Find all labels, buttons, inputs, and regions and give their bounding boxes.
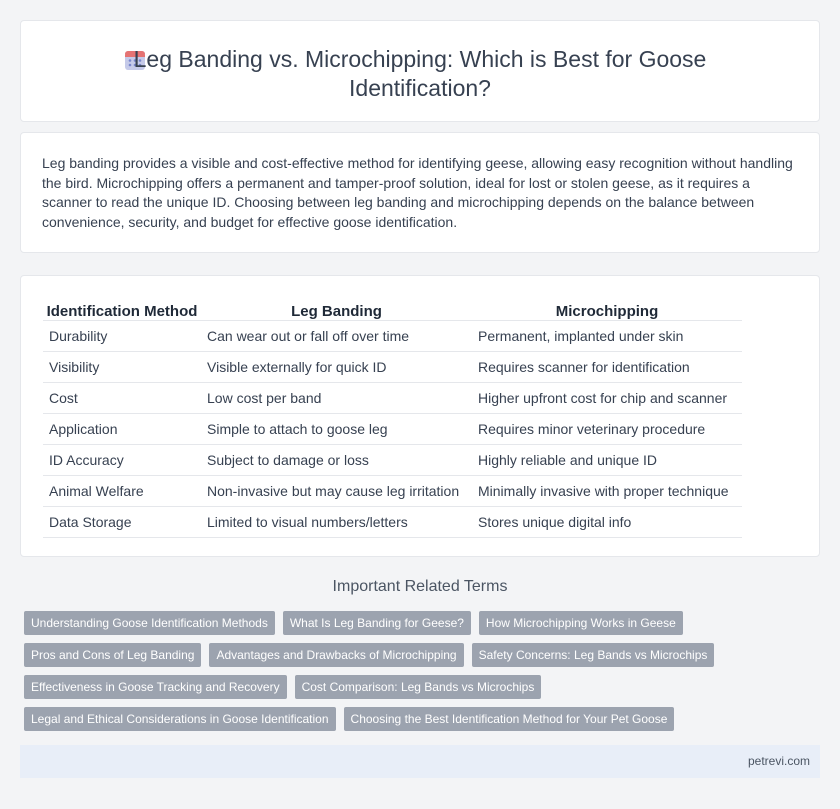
related-tags-row xyxy=(24,675,541,699)
leg-banding-cell: Non-invasive but may cause leg irritation xyxy=(201,475,472,506)
comparison-table xyxy=(43,296,742,538)
related-tag[interactable]: What Is Leg Banding for Geese? xyxy=(283,611,471,635)
leg-banding-cell: Visible externally for quick ID xyxy=(201,351,472,382)
related-tag[interactable]: Legal and Ethical Considerations in Goose Identification xyxy=(24,707,336,731)
footer-site-name: petrevi.com xyxy=(747,754,810,768)
related-tag[interactable]: Understanding Goose Identification Methods xyxy=(24,611,275,635)
related-tag[interactable]: Cost Comparison: Leg Bands vs Microchips xyxy=(295,675,542,699)
microchipping-cell: Requires scanner for identification xyxy=(472,351,742,382)
comparison-table-card xyxy=(20,275,820,557)
intro-card xyxy=(20,132,820,253)
table-row xyxy=(43,351,742,382)
related-tag[interactable]: Effectiveness in Goose Tracking and Recovery xyxy=(24,675,287,699)
related-tag[interactable]: How Microchipping Works in Geese xyxy=(479,611,683,635)
row-label: Cost xyxy=(43,382,201,413)
page-title: Leg Banding vs. Microchipping: Which is Best for Goose Identification? xyxy=(133,46,707,101)
related-tag[interactable]: Advantages and Drawbacks of Microchipping xyxy=(209,643,463,667)
related-tags-row xyxy=(24,643,714,667)
related-tag[interactable]: Safety Concerns: Leg Bands vs Microchips xyxy=(472,643,715,667)
row-label: ID Accuracy xyxy=(43,444,201,475)
row-label: Durability xyxy=(43,320,201,351)
microchipping-cell: Minimally invasive with proper technique xyxy=(472,475,742,506)
table-header-row xyxy=(43,296,742,320)
leg-banding-cell: Simple to attach to goose leg xyxy=(201,413,472,444)
header-card xyxy=(20,20,820,122)
table-row xyxy=(43,413,742,444)
row-label: Data Storage xyxy=(43,506,201,537)
row-label: Animal Welfare xyxy=(43,475,201,506)
intro-paragraph: Leg banding provides a visible and cost-effective method for identifying geese, allowing easy recognition without handling the bird. Microchipping offers a permanent and tamper-proof solution, ideal for lost or stolen geese, as it requires a scanner to read the unique ID. Choosing between leg banding and microchipping depends on the balance between convenience, security, and budget for effective goose identification. xyxy=(42,155,793,230)
leg-banding-cell: Low cost per band xyxy=(201,382,472,413)
related-tags-row xyxy=(24,611,683,635)
leg-banding-cell: Limited to visual numbers/letters xyxy=(201,506,472,537)
table-row xyxy=(43,475,742,506)
row-label: Application xyxy=(43,413,201,444)
column-header-microchipping: Microchipping xyxy=(472,296,742,320)
microchipping-cell: Stores unique digital info xyxy=(472,506,742,537)
table-row xyxy=(43,382,742,413)
microchipping-cell: Highly reliable and unique ID xyxy=(472,444,742,475)
microchipping-cell: Permanent, implanted under skin xyxy=(472,320,742,351)
microchipping-cell: Requires minor veterinary procedure xyxy=(472,413,742,444)
related-terms-title: Important Related Terms xyxy=(332,578,508,595)
column-header-leg-banding: Leg Banding xyxy=(201,296,472,320)
column-header-method: Identification Method xyxy=(43,296,201,320)
table-row xyxy=(43,320,742,351)
related-tag[interactable]: Pros and Cons of Leg Banding xyxy=(24,643,201,667)
microchipping-cell: Higher upfront cost for chip and scanner xyxy=(472,382,742,413)
leg-banding-cell: Subject to damage or loss xyxy=(201,444,472,475)
related-tag[interactable]: Choosing the Best Identification Method for Your Pet Goose xyxy=(344,707,675,731)
table-row xyxy=(43,444,742,475)
row-label: Visibility xyxy=(43,351,201,382)
leg-banding-cell: Can wear out or fall off over time xyxy=(201,320,472,351)
table-row xyxy=(43,506,742,537)
related-tags-row xyxy=(24,707,674,731)
footer xyxy=(20,745,820,778)
